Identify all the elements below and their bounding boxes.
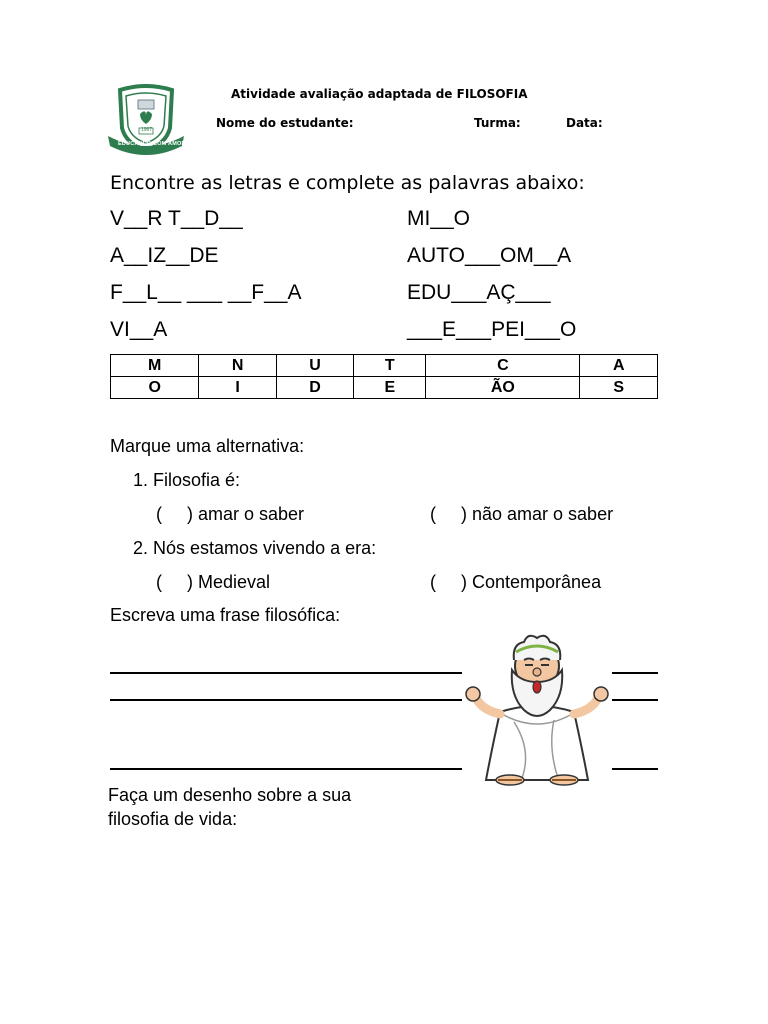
writing-line[interactable] [110,672,462,674]
word-left-1: V__R T__D__ [110,207,243,230]
letter-cell: O [111,377,199,399]
drawing-instruction-line-1: Faça um desenho sobre a sua [108,785,352,805]
writing-line[interactable] [612,672,658,674]
letter-cell: U [276,355,353,377]
letters-table [110,354,658,399]
q1-option-b[interactable]: ( ) não amar o saber [430,504,614,524]
q2-option-a[interactable]: ( ) Medieval [156,572,271,592]
letters-row [111,377,658,399]
student-name-label: Nome do estudante: [216,116,354,130]
letter-cell: T [354,355,426,377]
philosophical-phrase-instruction: Escreva uma frase filosófica: [110,605,341,625]
letter-cell: I [199,377,276,399]
logo-motto: EDUCANDO COM AMOR [118,141,186,147]
writing-line[interactable] [612,768,658,770]
date-label: Data: [566,116,603,130]
question-1: 1. Filosofia é: [133,470,241,490]
page-title: Atividade avaliação adaptada de FILOSOFIA [231,87,528,101]
letter-cell: N [199,355,276,377]
letter-cell: A [580,355,658,377]
letters-row [111,355,658,377]
writing-line[interactable] [110,768,462,770]
letter-cell: M [111,355,199,377]
word-left-4: VI__A [110,318,168,341]
word-left-2: A__IZ__DE [110,244,219,267]
word-right-2: AUTO___OM__A [407,244,572,267]
multiple-choice-instruction: Marque uma alternativa: [110,436,305,456]
letter-cell: D [276,377,353,399]
word-right-4: ___E___PEI___O [407,318,577,341]
letter-cell: C [426,355,580,377]
question-2: 2. Nós estamos vivendo a era: [133,538,377,558]
writing-line[interactable] [110,699,462,701]
letter-cell: E [354,377,426,399]
word-left-3: F__L__ ___ __F__A [110,281,302,304]
logo-year: 1967 [141,127,153,133]
word-right-3: EDU___AÇ___ [407,281,551,304]
complete-words-instruction: Encontre as letras e complete as palavras abaixo: [110,172,585,194]
writing-line[interactable] [612,699,658,701]
school-logo [106,84,186,158]
word-right-1: MI__O [407,207,471,230]
drawing-instruction-line-2: filosofia de vida: [108,809,238,829]
class-label: Turma: [474,116,521,130]
letter-cell: S [580,377,658,399]
q2-option-b[interactable]: ( ) Contemporânea [430,572,602,592]
letter-cell: ÃO [426,377,580,399]
q1-option-a[interactable]: ( ) amar o saber [156,504,305,524]
philosopher-icon [462,630,612,788]
